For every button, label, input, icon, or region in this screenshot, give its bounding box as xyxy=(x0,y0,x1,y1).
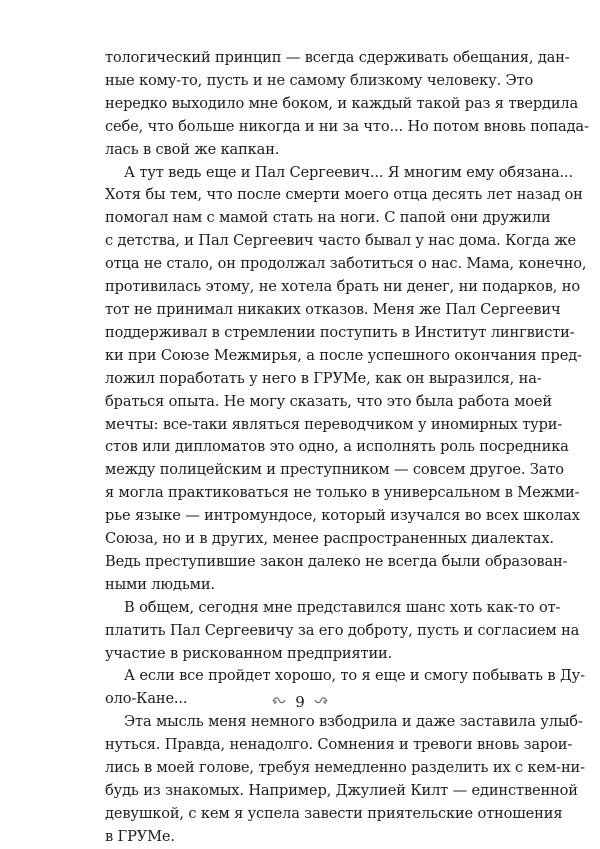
text-line: отца не стало, он продолжал заботиться о нас. Мама, конечно, xyxy=(105,255,587,273)
text-line: стов или дипломатов это одно, а исполнять роль посредника xyxy=(105,438,569,456)
text-line: с детства, и Пал Сергеевич часто бывал у нас дома. Когда же xyxy=(105,232,577,250)
text-line: я могла практиковаться не только в универсальном в Межми- xyxy=(105,484,580,502)
text-line: участие в рискованном предприятии. xyxy=(105,644,393,662)
text-line: рье языке — интромундосе, который изучался во всех школах xyxy=(105,507,580,525)
text-line: А тут ведь еще и Пал Сергеевич... Я многим ему обязана... xyxy=(124,163,573,181)
text-line: противилась этому, не хотела брать ни денег, ни подарков, но xyxy=(105,278,580,296)
text-line: между полицейским и преступником — совсем другое. Зато xyxy=(105,461,564,479)
text-line: оло-Кане... xyxy=(105,690,188,708)
text-line: лись в моей голове, требуя немедленно разделить их с кем-ни- xyxy=(105,759,585,777)
text-line: Союза, но и в других, менее распространенных диалектах. xyxy=(105,530,554,548)
text-line: ными людьми. xyxy=(105,575,215,593)
text-line: тологический принцип — всегда сдерживать обещания, дан- xyxy=(105,49,570,66)
text-line: ложил поработать у него в ГРУМе, как он выразился, на- xyxy=(105,369,542,387)
text-line: нуться. Правда, ненадолго. Сомнения и тревоги вновь зарои- xyxy=(105,736,573,754)
text-line: лась в свой же капкан. xyxy=(105,140,280,158)
text-line: поддерживал в стремлении поступить в Институт лингвисти- xyxy=(105,323,575,341)
paragraph xyxy=(105,711,585,848)
page-footer xyxy=(0,692,600,712)
ornament-right-icon xyxy=(314,692,328,712)
text-line: ки при Союзе Межмирья, а после успешного окончания пред- xyxy=(105,346,582,364)
paragraph xyxy=(105,597,580,666)
text-line: девушкой, с кем я успела завести приятельские отношения xyxy=(105,804,563,822)
text-line: себе, что больше никогда и ни за что... Но потом вновь попада- xyxy=(105,117,589,135)
text-line: мечты: все-таки являться переводчиком у иномирных тури- xyxy=(105,415,563,433)
text-line: Хотя бы тем, что после смерти моего отца десять лет назад он xyxy=(105,186,583,204)
text-line: браться опыта. Не могу сказать, что это была работа моей xyxy=(105,392,552,410)
text-line: помогал нам с мамой стать на ноги. С папой они дружили xyxy=(105,209,551,227)
ornament-left-icon xyxy=(272,692,286,712)
paragraph xyxy=(105,162,587,597)
body-text xyxy=(105,47,589,849)
text-line: будь из знакомых. Например, Джулией Килт — единственной xyxy=(105,782,578,799)
text-line: тот не принимал никаких отказов. Меня же Пал Сергеевич xyxy=(105,300,561,318)
paragraph xyxy=(105,47,589,162)
text-line: Ведь преступившие закон далеко не всегда были образован- xyxy=(105,552,568,570)
text-line: В общем, сегодня мне представился шанс хоть как-то от- xyxy=(124,598,561,616)
page-number: 9 xyxy=(295,693,305,711)
text-line: платить Пал Сергеевичу за его доброту, пусть и согласием на xyxy=(105,621,580,639)
text-line: в ГРУМе. xyxy=(105,827,175,845)
text-line: ные кому-то, пусть и не самому близкому человеку. Это xyxy=(105,71,534,89)
text-line: Эта мысль меня немного взбодрила и даже заставила улыб- xyxy=(124,713,583,731)
text-line: А если все пройдет хорошо, то я еще и смогу побывать в Ду- xyxy=(124,667,585,685)
text-line: нередко выходило мне боком, и каждый такой раз я твердила xyxy=(105,94,579,112)
